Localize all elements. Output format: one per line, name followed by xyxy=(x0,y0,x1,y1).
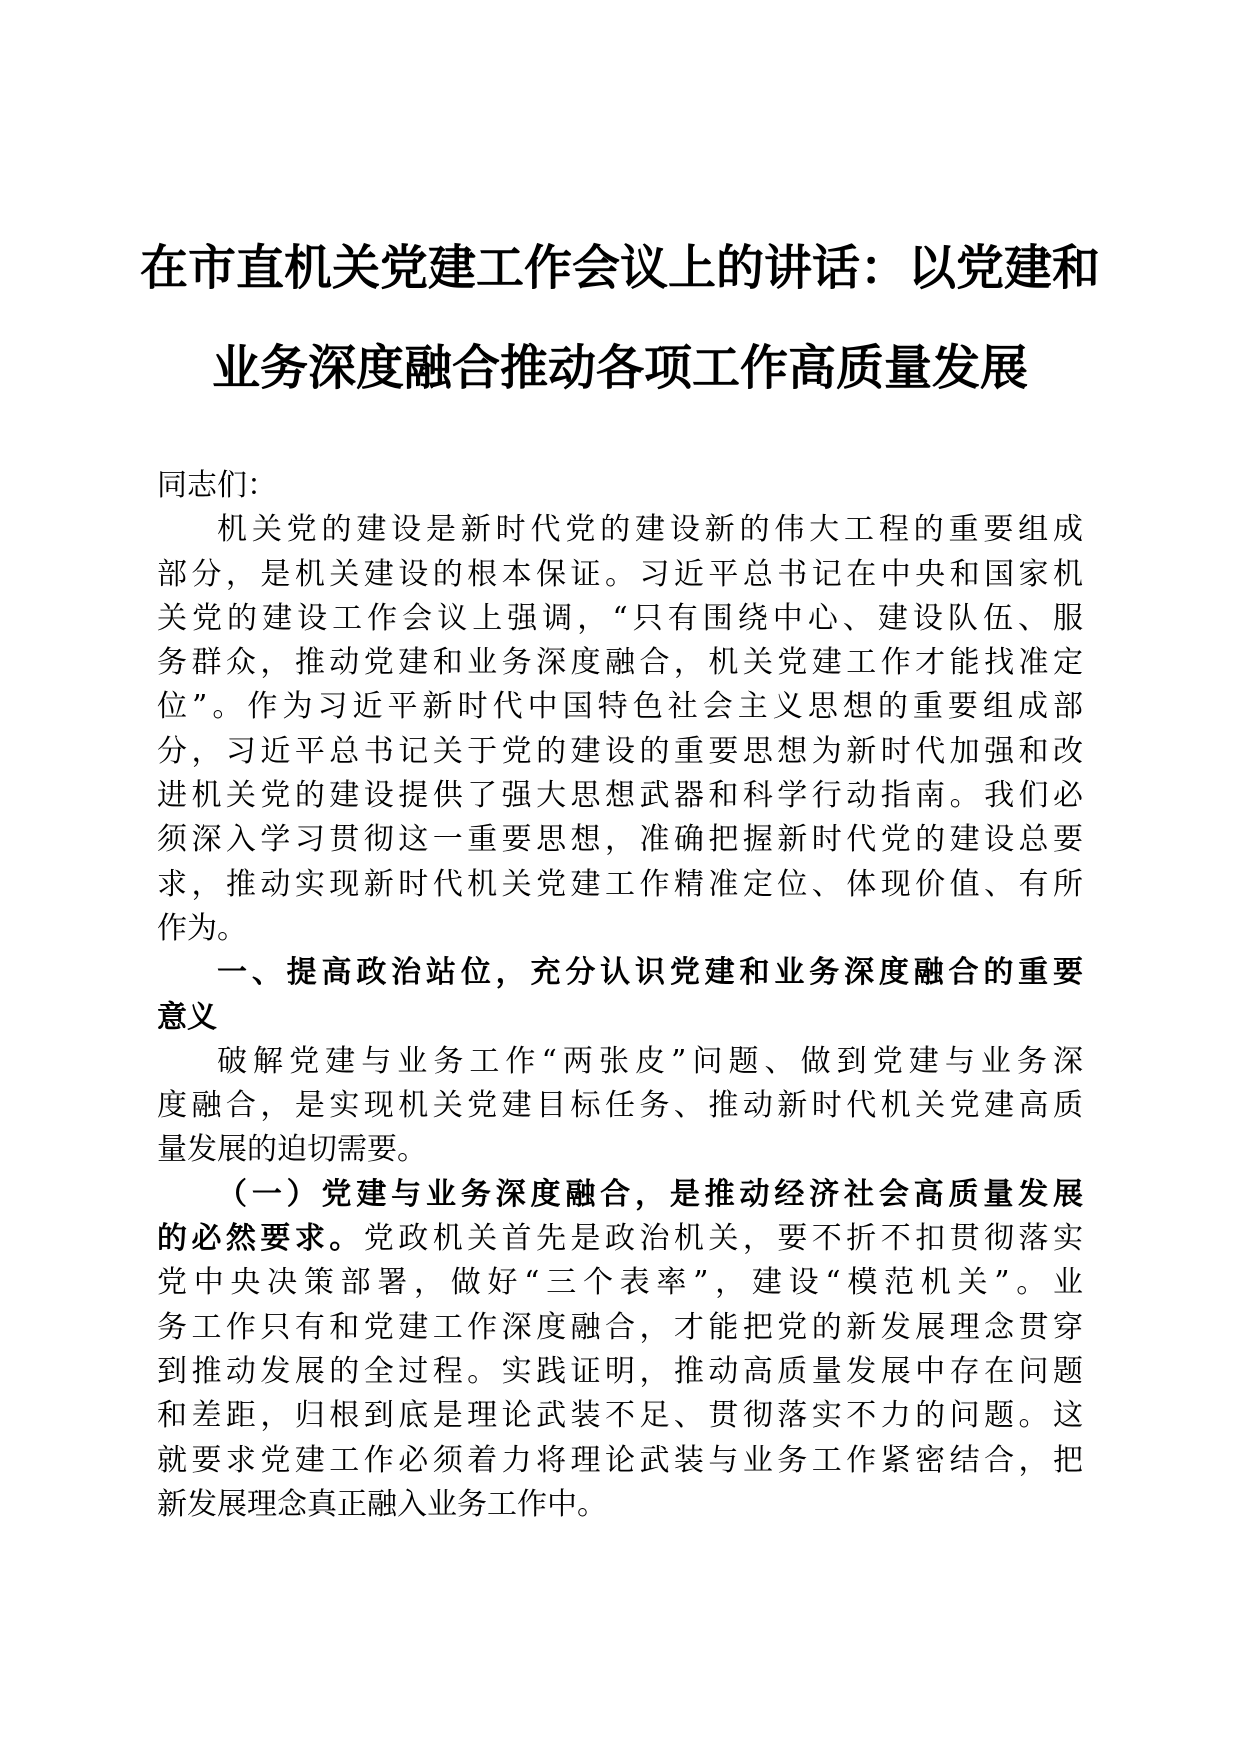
subheading-mixed-line xyxy=(157,1217,1083,1261)
para3-line: 到推动发展的全过程。实践证明，推动高质量发展中存在问题 xyxy=(157,1353,1083,1389)
para1-line: 务群众，推动党建和业务深度融合，机关党建工作才能找准定 xyxy=(157,645,1083,681)
para1-line: 部分，是机关建设的根本保证。习近平总书记在中央和国家机 xyxy=(157,556,1083,592)
para1-line: 关党的建设工作会议上强调，“只有围绕中心、建设队伍、服 xyxy=(157,600,1083,636)
subheading-line: （一）党建与业务深度融合，是推动经济社会高质量发展 xyxy=(217,1176,1083,1212)
title-line-1: 在市直机关党建工作会议上的讲话：以党建和 xyxy=(139,240,1100,296)
para1-line: 作为。 xyxy=(157,910,247,946)
para3-line: 新发展理念真正融入业务工作中。 xyxy=(157,1486,607,1522)
section-heading-line: 一、提高政治站位，充分认识党建和业务深度融合的重要 xyxy=(217,955,1083,991)
para2-line: 破解党建与业务工作“两张皮”问题、做到党建与业务深 xyxy=(217,1043,1083,1079)
subheading-line-end: 的必然要求。 xyxy=(157,1221,364,1257)
para2-line: 量发展的迫切需要。 xyxy=(157,1132,427,1168)
para3-line: 党中央决策部署，做好“三个表率”，建设“模范机关”。业 xyxy=(157,1265,1083,1301)
salutation: 同志们： xyxy=(157,468,277,503)
document-body xyxy=(157,464,1083,1527)
para3-line: 就要求党建工作必须着力将理论武装与业务工作紧密结合，把 xyxy=(157,1442,1083,1478)
section-heading-line: 意义 xyxy=(157,999,217,1035)
document-title xyxy=(130,218,1110,418)
para1-line: 分，习近平总书记关于党的建设的重要思想为新时代加强和改 xyxy=(157,733,1083,769)
para1-line: 进机关党的建设提供了强大思想武器和科学行动指南。我们必 xyxy=(157,778,1083,814)
para1-line: 机关党的建设是新时代党的建设新的伟大工程的重要组成 xyxy=(217,512,1083,548)
para1-line: 位”。作为习近平新时代中国特色社会主义思想的重要组成部 xyxy=(157,689,1083,725)
para2-line: 度融合，是实现机关党建目标任务、推动新时代机关党建高质 xyxy=(157,1088,1083,1124)
para3-line: 和差距，归根到底是理论武装不足、贯彻落实不力的问题。这 xyxy=(157,1398,1083,1434)
para1-line: 求，推动实现新时代机关党建工作精准定位、体现价值、有所 xyxy=(157,866,1083,902)
para3-first-line-rest: 党政机关首先是政治机关，要不折不扣贯彻落实 xyxy=(363,1221,1084,1257)
title-line-2: 业务深度融合推动各项工作高质量发展 xyxy=(211,340,1028,396)
para3-line: 务工作只有和党建工作深度融合，才能把党的新发展理念贯穿 xyxy=(157,1309,1083,1345)
para1-line: 须深入学习贯彻这一重要思想，准确把握新时代党的建设总要 xyxy=(157,822,1083,858)
